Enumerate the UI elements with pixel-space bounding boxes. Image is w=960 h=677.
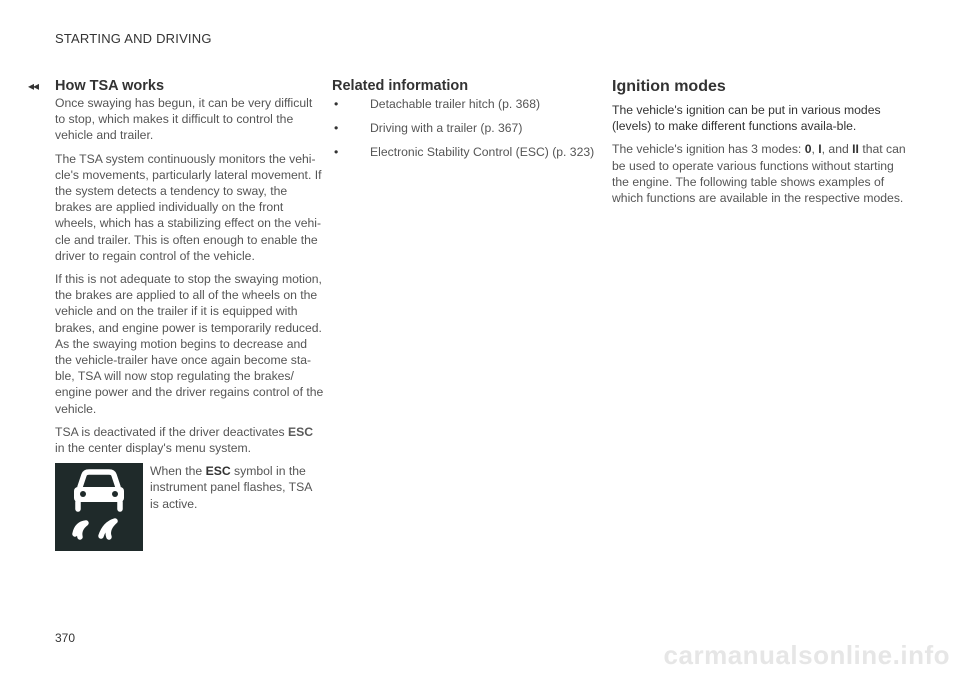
fig-text-a: When the bbox=[150, 464, 206, 479]
watermark: carmanualsonline.info bbox=[663, 640, 950, 670]
column-ignition bbox=[612, 78, 912, 213]
paragraph-tsa-4 bbox=[55, 424, 325, 456]
paragraph-tsa-2: The TSA system continuously monitors the vehi-cle's movements, particularly lateral movement. If the system detects a tendency to sway, the brakes are applied individually on the front wheels, which has a stabilizing effect on the vehi-cle and trailer. This is often enough to enable the driver to regain control of the vehicle. bbox=[55, 151, 322, 263]
esc-term: ESC bbox=[288, 424, 314, 439]
tsa-4-text-b: in the center display's menu system. bbox=[55, 441, 252, 456]
mode-2: II bbox=[852, 142, 859, 157]
ignition-text-b: that can be used to operate various functions without starting the engine. The following table shows examples of which functions are available in the respective modes. bbox=[612, 142, 906, 206]
ignition-lead: The vehicle's ignition can be put in various modes (levels) to make different functions availa-ble. bbox=[612, 103, 881, 134]
ignition-text-a: The vehicle's ignition has 3 modes: bbox=[612, 142, 805, 157]
related-link-trailer-hitch[interactable]: • Detachable trailer hitch (p. 368) bbox=[332, 96, 602, 112]
related-link-driving-trailer[interactable]: • Driving with a trailer (p. 367) bbox=[332, 120, 602, 136]
mode-1: I bbox=[818, 142, 822, 157]
paragraph-tsa-1: Once swaying has begun, it can be very difficult to stop, which makes it difficult to control the vehicle and trailer. bbox=[55, 96, 313, 143]
tsa-4-text-a: TSA is deactivated if the driver deactivates bbox=[55, 424, 289, 439]
heading-how-tsa-works: How TSA works bbox=[55, 78, 165, 94]
related-links-list bbox=[332, 96, 602, 160]
section-header: STARTING AND DRIVING bbox=[55, 31, 212, 46]
ignition-paragraph bbox=[612, 141, 912, 206]
fig-text-b: symbol in the instrument panel flashes, TSA is active. bbox=[150, 464, 312, 511]
related-link-esc[interactable]: • Electronic Stability Control (ESC) (p. 323) bbox=[332, 144, 602, 160]
esc-term-bold: ESC bbox=[205, 464, 231, 479]
sep-2: , and bbox=[821, 142, 853, 157]
heading-ignition-modes: Ignition modes bbox=[612, 78, 726, 95]
esc-figure-caption bbox=[150, 463, 322, 512]
mode-0: 0 bbox=[804, 142, 812, 157]
column-tsa bbox=[55, 78, 325, 558]
back-arrows-icon[interactable]: ◂◂ bbox=[28, 79, 39, 93]
esc-figure bbox=[55, 463, 325, 558]
page-number: 370 bbox=[55, 631, 76, 645]
column-related bbox=[332, 78, 602, 168]
paragraph-tsa-3: If this is not adequate to stop the swaying motion, the brakes are applied to all of the wheels on the vehicle and on the trailer if it is equipped with brakes, and engine power is temporarily reduced. As the swaying motion begins to decrease and the vehicle-trailer have once again become sta-ble, TSA will now stop regulating the brakes/ engine power and the driver regains control of the vehicle. bbox=[55, 272, 324, 416]
sep-1: , bbox=[811, 142, 819, 157]
skidding-car-icon bbox=[55, 463, 143, 551]
heading-related-information: Related information bbox=[332, 78, 469, 94]
